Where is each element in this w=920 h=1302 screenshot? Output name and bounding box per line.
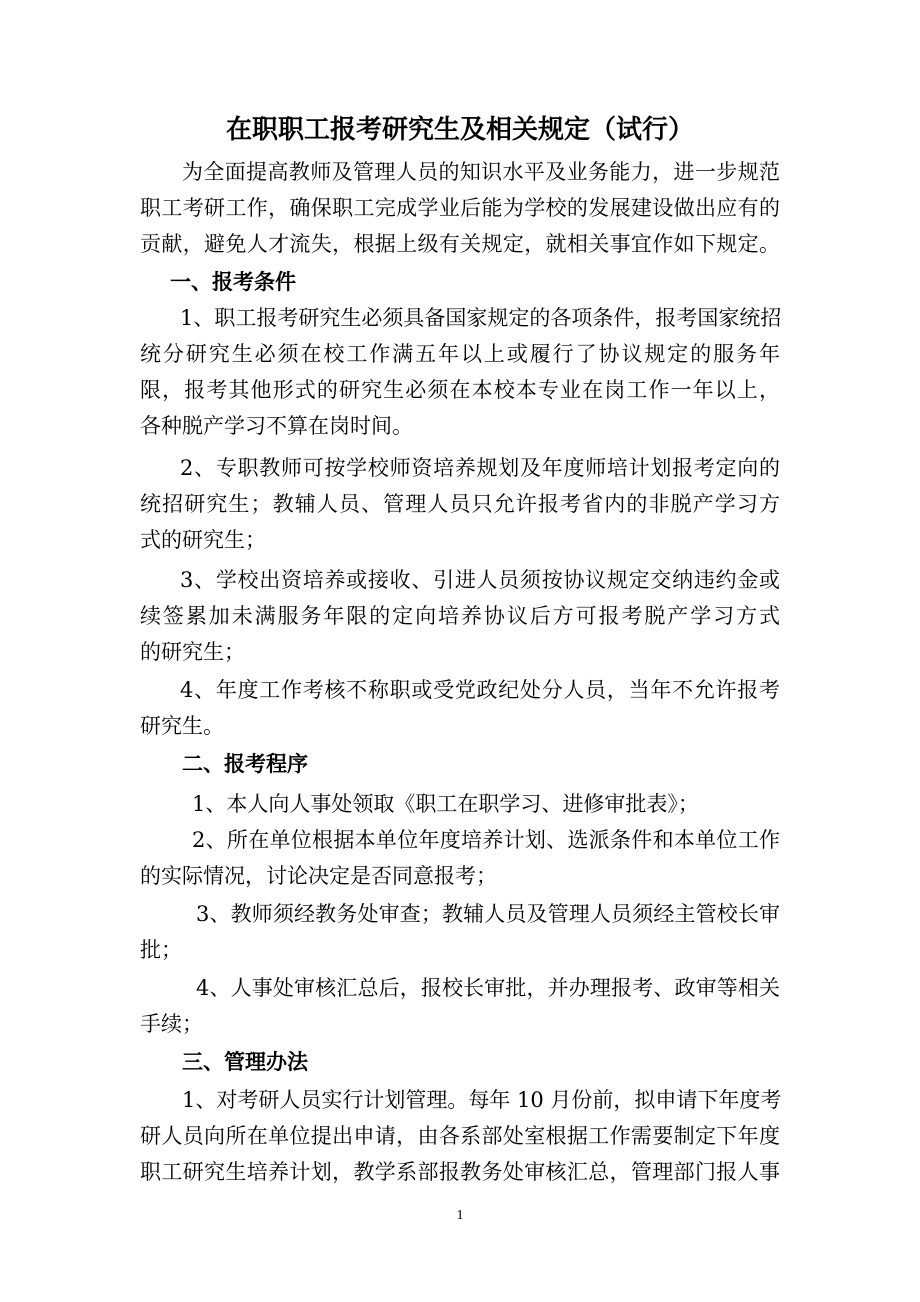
s2-item2-line-2: 的实际情况，讨论决定是否同意报考； [140,864,497,888]
document-title: 在职职工报考研究生及相关规定（试行） [225,115,694,145]
section-heading-2: 二、报考程序 [182,751,308,776]
page-number: 1 [456,1208,464,1223]
intro-line-1: 为全面提高教师及管理人员的知识水平及业务能力，进一步规范 [182,160,780,184]
s1-item4-line-1: 4、年度工作考核不称职或受党政纪处分人员，当年不允许报考 [180,678,780,702]
s1-item1-line-1: 1、职工报考研究生必须具备国家规定的各项条件，报考国家统招 [180,306,782,330]
s1-item2-line-1: 2、专职教师可按学校师资培养规划及年度师培计划报考定向的 [180,456,780,480]
s1-item2-line-3: 式的研究生； [140,528,266,552]
s2-item2-line-1: 2、所在单位根据本单位年度培养计划、选派条件和本单位工作 [192,828,780,852]
s3-item1-line-3: 职工研究生培养计划，教学系部报教务处审核汇总，管理部门报人事 [140,1160,780,1184]
s2-item3-line-2: 批； [140,938,182,962]
s1-item1-line-3: 限，报考其他形式的研究生必须在本校本专业在岗工作一年以上， [140,378,780,402]
s3-item1-line-1: 1、对考研人员实行计划管理。每年 10 月份前，拟申请下年度考 [182,1088,782,1112]
s3-item1-line-2: 研人员向所在单位提出申请，由各系部处室根据工作需要制定下年度 [140,1124,780,1148]
s1-item2-line-2: 统招研究生；教辅人员、管理人员只允许报考省内的非脱产学习方 [140,492,780,516]
s2-item3-line-1: 3、教师须经教务处审查；教辅人员及管理人员须经主管校长审 [196,902,780,926]
section-heading-3: 三、管理办法 [182,1049,308,1074]
s1-item3-line-3: 的研究生； [140,640,245,664]
s2-item4-line-1: 4、人事处审核汇总后，报校长审批，并办理报考、政审等相关 [196,976,780,1000]
s2-item4-line-2: 手续； [140,1012,203,1036]
intro-line-2: 职工考研工作，确保职工完成学业后能为学校的发展建设做出应有的 [140,196,780,220]
s1-item1-line-2: 统分研究生必须在校工作满五年以上或履行了协议规定的服务年 [140,342,780,366]
s1-item3-line-1: 3、学校出资培养或接收、引进人员须按协议规定交纳违约金或 [180,568,780,592]
s1-item3-line-2: 续签累加未满服务年限的定向培养协议后方可报考脱产学习方式 [140,604,780,628]
intro-line-3: 贡献，避免人才流失，根据上级有关规定，就相关事宜作如下规定。 [140,232,780,256]
s1-item4-line-2: 研究生。 [140,714,224,738]
s2-item1-line-1: 1、本人向人事处领取《职工在职学习、进修审批表》； [192,792,699,816]
s1-item1-line-4: 各种脱产学习不算在岗时间。 [140,414,413,438]
section-heading-1: 一、报考条件 [170,269,296,294]
